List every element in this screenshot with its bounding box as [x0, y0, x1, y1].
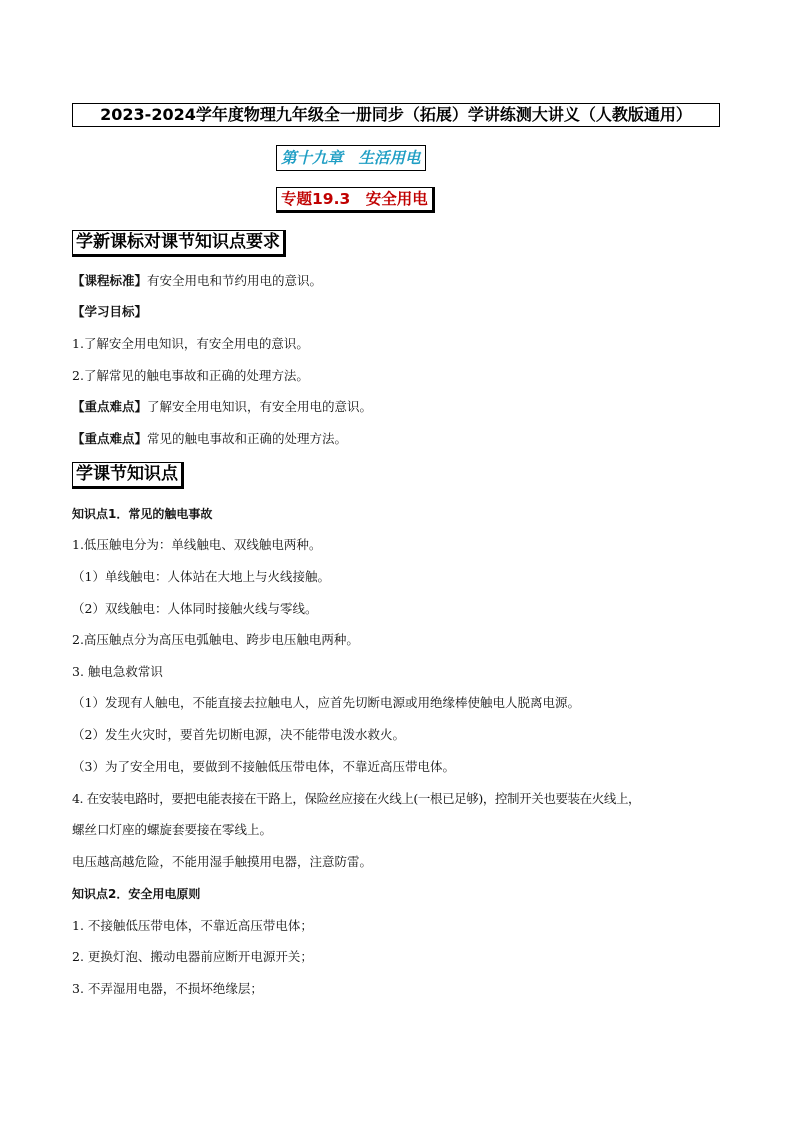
- kp1-line: （1）单线触电：人体站在大地上与火线接触。: [72, 569, 330, 584]
- curriculum-standard: [72, 272, 732, 290]
- knowledge-point-1-title: 知识点1．常见的触电事故: [72, 507, 213, 521]
- key-difficulty-1: [72, 398, 732, 416]
- document-title: 2023-2024学年度物理九年级全一册同步（拓展）学讲练测大讲义（人教版通用）: [72, 103, 720, 127]
- key-difficulty-2-tag: 【重点难点】: [72, 431, 148, 446]
- kp1-line: 2.高压触点分为高压电弧触电、跨步电压触电两种。: [72, 632, 359, 647]
- learning-goal-label: [72, 303, 732, 321]
- kp1-line: 4. 在安装电路时，要把电能表接在干路上，保险丝应接在火线上(一根已足够)，控制开关也要装在火线上，: [72, 791, 641, 806]
- topic-title: 专题19.3 安全用电: [276, 187, 435, 213]
- section-heading-requirements: 学新课标对课节知识点要求: [72, 230, 286, 257]
- key-difficulty-1-tag: 【重点难点】: [72, 399, 148, 414]
- kp1-line: （3）为了安全用电，要做到不接触低压带电体，不靠近高压带电体。: [72, 759, 455, 774]
- kp1-line: 1.低压触电分为：单线触电、双线触电两种。: [72, 537, 322, 552]
- kp1-line: （2）发生火灾时，要首先切断电源，决不能带电泼水救火。: [72, 727, 405, 742]
- section-heading-knowledge: 学课节知识点: [72, 462, 184, 489]
- key-difficulty-1-text: 了解安全用电知识，有安全用电的意识。: [147, 399, 373, 414]
- kp2-line: 3. 不弄湿用电器，不损坏绝缘层；: [72, 981, 263, 996]
- key-difficulty-2: [72, 430, 732, 448]
- learning-goal-2: 2.了解常见的触电事故和正确的处理方法。: [72, 368, 309, 383]
- kp1-line: 3. 触电急救常识: [72, 664, 163, 679]
- kp1-line: 电压越高越危险，不能用湿手触摸用电器，注意防雷。: [72, 854, 373, 869]
- learning-goal-tag: 【学习目标】: [72, 304, 148, 319]
- kp2-line: 1. 不接触低压带电体，不靠近高压带电体；: [72, 918, 313, 933]
- kp1-line: （1）发现有人触电，不能直接去拉触电人，应首先切断电源或用绝缘棒使触电人脱离电源。: [72, 695, 580, 710]
- kp2-line: 2. 更换灯泡、搬动电器前应断开电源开关；: [72, 949, 313, 964]
- kp1-line: 螺丝口灯座的螺旋套要接在零线上。: [72, 822, 273, 837]
- key-difficulty-2-text: 常见的触电事故和正确的处理方法。: [147, 431, 348, 446]
- kp1-line: （2）双线触电：人体同时接触火线与零线。: [72, 601, 318, 616]
- chapter-title: 第十九章 生活用电: [276, 145, 426, 171]
- curriculum-standard-text: 有安全用电和节约用电的意识。: [147, 273, 323, 288]
- learning-goal-1: 1.了解安全用电知识，有安全用电的意识。: [72, 336, 309, 351]
- curriculum-standard-tag: 【课程标准】: [72, 273, 148, 288]
- knowledge-point-2-title: 知识点2．安全用电原则: [72, 887, 201, 901]
